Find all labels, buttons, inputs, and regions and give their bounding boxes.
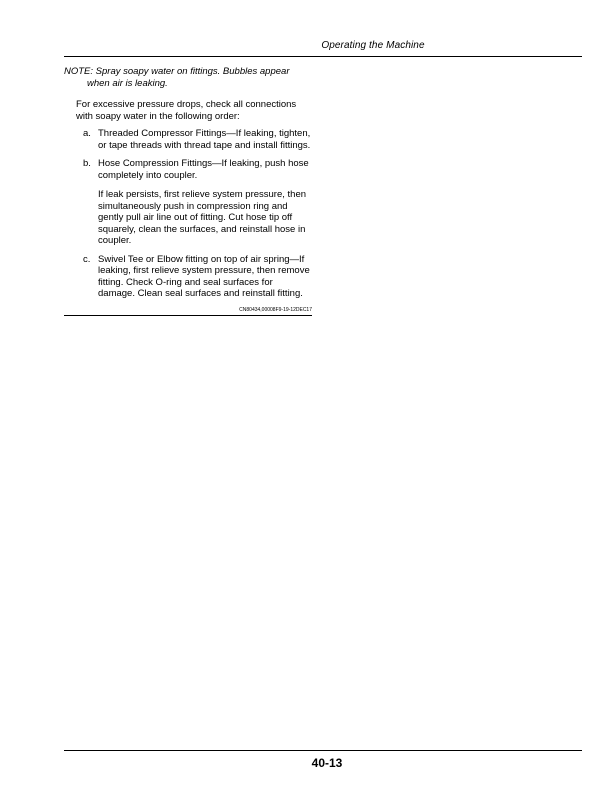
note-text: NOTE: Spray soapy water on fittings. Bubbles appear when air is leaking.: [64, 66, 290, 89]
step-text: Swivel Tee or Elbow fitting on top of air spring—If leaking, first relieve system pressure, then remove fitting. Check O-ring and seal surfaces for damage. Clean seal surfaces and reinstall fitting.: [98, 253, 310, 299]
step-text: Hose Compression Fittings—If leaking, push hose completely into coupler.: [98, 158, 309, 181]
step-text: Threaded Compressor Fittings—If leaking, tighten, or tape threads with thread tape and install fittings.: [98, 128, 311, 151]
section-title: Operating the Machine: [321, 40, 425, 51]
document-reference-code: CN80434,00008F9-19-12DEC17: [64, 307, 312, 316]
page-number: 40-13: [311, 756, 343, 770]
main-content: [64, 66, 312, 316]
step-item-a: [64, 128, 312, 151]
step-text-continued: If leak persists, first relieve system pressure, then simultaneously push in compression ring and gently pull air line out of fitting. Cut hose tip off squarely, clean the surfaces, and reinstall hose in coupler.: [98, 189, 307, 246]
step-item-b: [64, 158, 312, 247]
step-item-c: [64, 254, 312, 300]
step-marker: c.: [83, 253, 91, 265]
step-list: [64, 128, 312, 300]
step-marker: b.: [83, 158, 91, 169]
footer-divider: [64, 750, 582, 751]
step-marker: a.: [83, 128, 91, 139]
page-header: [64, 39, 582, 57]
intro-paragraph: For excessive pressure drops, check all connections with soapy water in the following order:: [76, 99, 297, 122]
